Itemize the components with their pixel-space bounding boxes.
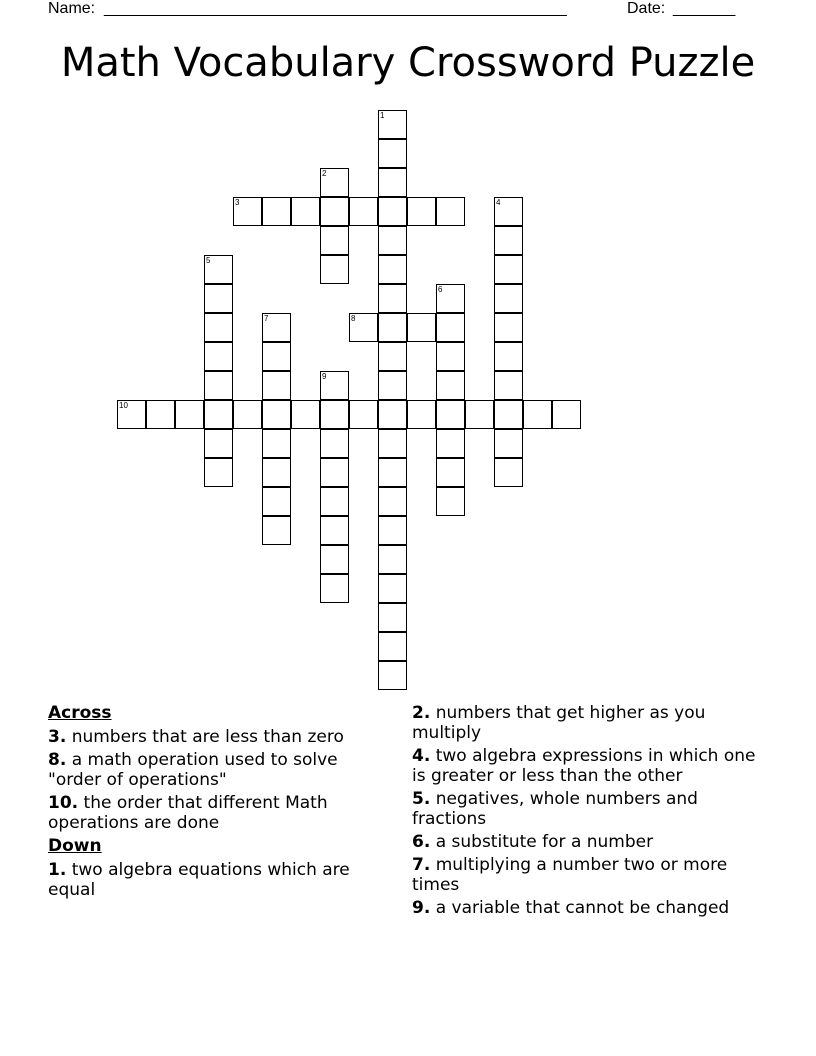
name-field[interactable]: ____________________________________________________ <box>104 0 567 17</box>
crossword-cell[interactable] <box>436 371 465 400</box>
clue-down-2 <box>412 703 762 743</box>
crossword-cell[interactable] <box>291 197 320 226</box>
crossword-cell[interactable] <box>320 487 349 516</box>
crossword-cell[interactable] <box>494 226 523 255</box>
crossword-cell[interactable] <box>204 255 233 284</box>
crossword-cell[interactable] <box>378 603 407 632</box>
across-heading: Across <box>48 703 112 723</box>
crossword-cell[interactable] <box>320 226 349 255</box>
clue-text: a substitute for a number <box>435 832 654 852</box>
crossword-cell[interactable] <box>494 197 523 226</box>
crossword-cell[interactable] <box>349 197 378 226</box>
clue-across-8 <box>48 750 388 790</box>
crossword-cell[interactable] <box>465 400 494 429</box>
cell-number: 1 <box>380 111 385 120</box>
crossword-cell[interactable] <box>378 574 407 603</box>
cell-number: 10 <box>119 401 128 410</box>
clue-across-10 <box>48 793 388 833</box>
crossword-cell[interactable] <box>262 487 291 516</box>
crossword-cell[interactable] <box>320 458 349 487</box>
clue-number: 6. <box>412 832 431 852</box>
clues-left-column <box>48 703 388 903</box>
clue-text: the order that different Math operations are done <box>48 793 328 833</box>
crossword-cell[interactable] <box>146 400 175 429</box>
date-label: Date: <box>627 0 666 17</box>
date-field[interactable]: _______ <box>673 0 736 17</box>
crossword-cell[interactable] <box>378 632 407 661</box>
clue-number: 3. <box>48 727 67 747</box>
clue-down-1 <box>48 860 388 900</box>
crossword-cell[interactable] <box>320 516 349 545</box>
crossword-cell[interactable] <box>436 458 465 487</box>
crossword-cell[interactable] <box>204 400 233 429</box>
crossword-cell[interactable] <box>204 313 233 342</box>
crossword-cell[interactable] <box>378 429 407 458</box>
name-label: Name: <box>48 0 96 17</box>
crossword-cell[interactable] <box>378 458 407 487</box>
crossword-cell[interactable] <box>436 342 465 371</box>
clue-text: two algebra equations which are equal <box>48 860 350 900</box>
crossword-cell[interactable] <box>494 400 523 429</box>
crossword-cell[interactable] <box>320 574 349 603</box>
clue-number: 10. <box>48 793 79 813</box>
crossword-cell[interactable] <box>320 429 349 458</box>
clue-down-9 <box>412 898 762 918</box>
clue-text: two algebra expressions in which one is greater or less than the other <box>412 746 756 786</box>
crossword-cell[interactable] <box>378 400 407 429</box>
clue-number: 1. <box>48 860 67 880</box>
clue-text: numbers that get higher as you multiply <box>412 703 706 743</box>
crossword-cell[interactable] <box>349 313 378 342</box>
clue-down-4 <box>412 746 762 786</box>
crossword-cell[interactable] <box>378 487 407 516</box>
cell-number: 2 <box>322 169 327 178</box>
crossword-cell[interactable] <box>436 284 465 313</box>
crossword-cell[interactable] <box>436 400 465 429</box>
crossword-cell[interactable] <box>204 429 233 458</box>
crossword-cell[interactable] <box>320 545 349 574</box>
crossword-cell[interactable] <box>436 197 465 226</box>
cell-number: 5 <box>206 256 211 265</box>
clue-text: numbers that are less than zero <box>71 727 344 747</box>
clue-text: a variable that cannot be changed <box>435 898 730 918</box>
crossword-cell[interactable] <box>494 255 523 284</box>
clue-number: 2. <box>412 703 431 723</box>
crossword-cell[interactable] <box>552 400 581 429</box>
clue-down-7 <box>412 855 762 895</box>
crossword-cell[interactable] <box>378 168 407 197</box>
cell-number: 6 <box>438 285 443 294</box>
crossword-cell[interactable] <box>204 371 233 400</box>
crossword-cell[interactable] <box>378 110 407 139</box>
clue-text: a math operation used to solve "order of operations" <box>48 750 338 790</box>
crossword-cell[interactable] <box>320 400 349 429</box>
crossword-cell[interactable] <box>494 284 523 313</box>
crossword-cell[interactable] <box>233 400 262 429</box>
crossword-cell[interactable] <box>378 371 407 400</box>
cell-number: 9 <box>322 372 327 381</box>
clue-number: 7. <box>412 855 431 875</box>
crossword-cell[interactable] <box>378 255 407 284</box>
crossword-cell[interactable] <box>436 429 465 458</box>
cell-number: 7 <box>264 314 269 323</box>
page-title: Math Vocabulary Crossword Puzzle <box>60 40 756 86</box>
crossword-cell[interactable] <box>378 545 407 574</box>
cell-number: 4 <box>496 198 501 207</box>
crossword-cell[interactable] <box>233 197 262 226</box>
crossword-cell[interactable] <box>262 197 291 226</box>
cell-number: 3 <box>235 198 240 207</box>
crossword-cell[interactable] <box>204 284 233 313</box>
clue-text: negatives, whole numbers and fractions <box>412 789 698 829</box>
crossword-cell[interactable] <box>378 284 407 313</box>
crossword-cell[interactable] <box>378 342 407 371</box>
crossword-cell[interactable] <box>204 458 233 487</box>
crossword-cell[interactable] <box>262 458 291 487</box>
cell-number: 8 <box>351 314 356 323</box>
crossword-cell[interactable] <box>407 313 436 342</box>
crossword-cell[interactable] <box>436 313 465 342</box>
clue-number: 8. <box>48 750 67 770</box>
clue-text: multiplying a number two or more times <box>412 855 728 895</box>
crossword-cell[interactable] <box>262 429 291 458</box>
crossword-cell[interactable] <box>378 661 407 690</box>
clue-across-3 <box>48 727 388 747</box>
crossword-cell[interactable] <box>262 371 291 400</box>
crossword-cell[interactable] <box>117 400 146 429</box>
clue-number: 4. <box>412 746 431 766</box>
crossword-cell[interactable] <box>407 197 436 226</box>
crossword-cell[interactable] <box>494 342 523 371</box>
crossword-cell[interactable] <box>494 313 523 342</box>
crossword-cell[interactable] <box>320 168 349 197</box>
crossword-cell[interactable] <box>378 313 407 342</box>
crossword-cell[interactable] <box>262 516 291 545</box>
crossword-cell[interactable] <box>494 458 523 487</box>
crossword-cell[interactable] <box>175 400 204 429</box>
clues-right-column <box>412 703 762 921</box>
crossword-cell[interactable] <box>262 342 291 371</box>
crossword-cell[interactable] <box>378 516 407 545</box>
crossword-cell[interactable] <box>291 400 320 429</box>
crossword-cell[interactable] <box>494 429 523 458</box>
crossword-cell[interactable] <box>262 400 291 429</box>
crossword-cell[interactable] <box>349 400 378 429</box>
crossword-cell[interactable] <box>320 197 349 226</box>
crossword-cell[interactable] <box>262 313 291 342</box>
crossword-cell[interactable] <box>378 226 407 255</box>
crossword-cell[interactable] <box>378 197 407 226</box>
crossword-cell[interactable] <box>407 400 436 429</box>
clue-down-5 <box>412 789 762 829</box>
crossword-cell[interactable] <box>494 371 523 400</box>
crossword-cell[interactable] <box>523 400 552 429</box>
crossword-cell[interactable] <box>320 371 349 400</box>
crossword-cell[interactable] <box>378 139 407 168</box>
down-heading: Down <box>48 836 102 856</box>
clue-number: 9. <box>412 898 431 918</box>
clue-number: 5. <box>412 789 431 809</box>
crossword-cell[interactable] <box>320 255 349 284</box>
crossword-cell[interactable] <box>204 342 233 371</box>
crossword-cell[interactable] <box>436 487 465 516</box>
clue-down-6 <box>412 832 762 852</box>
